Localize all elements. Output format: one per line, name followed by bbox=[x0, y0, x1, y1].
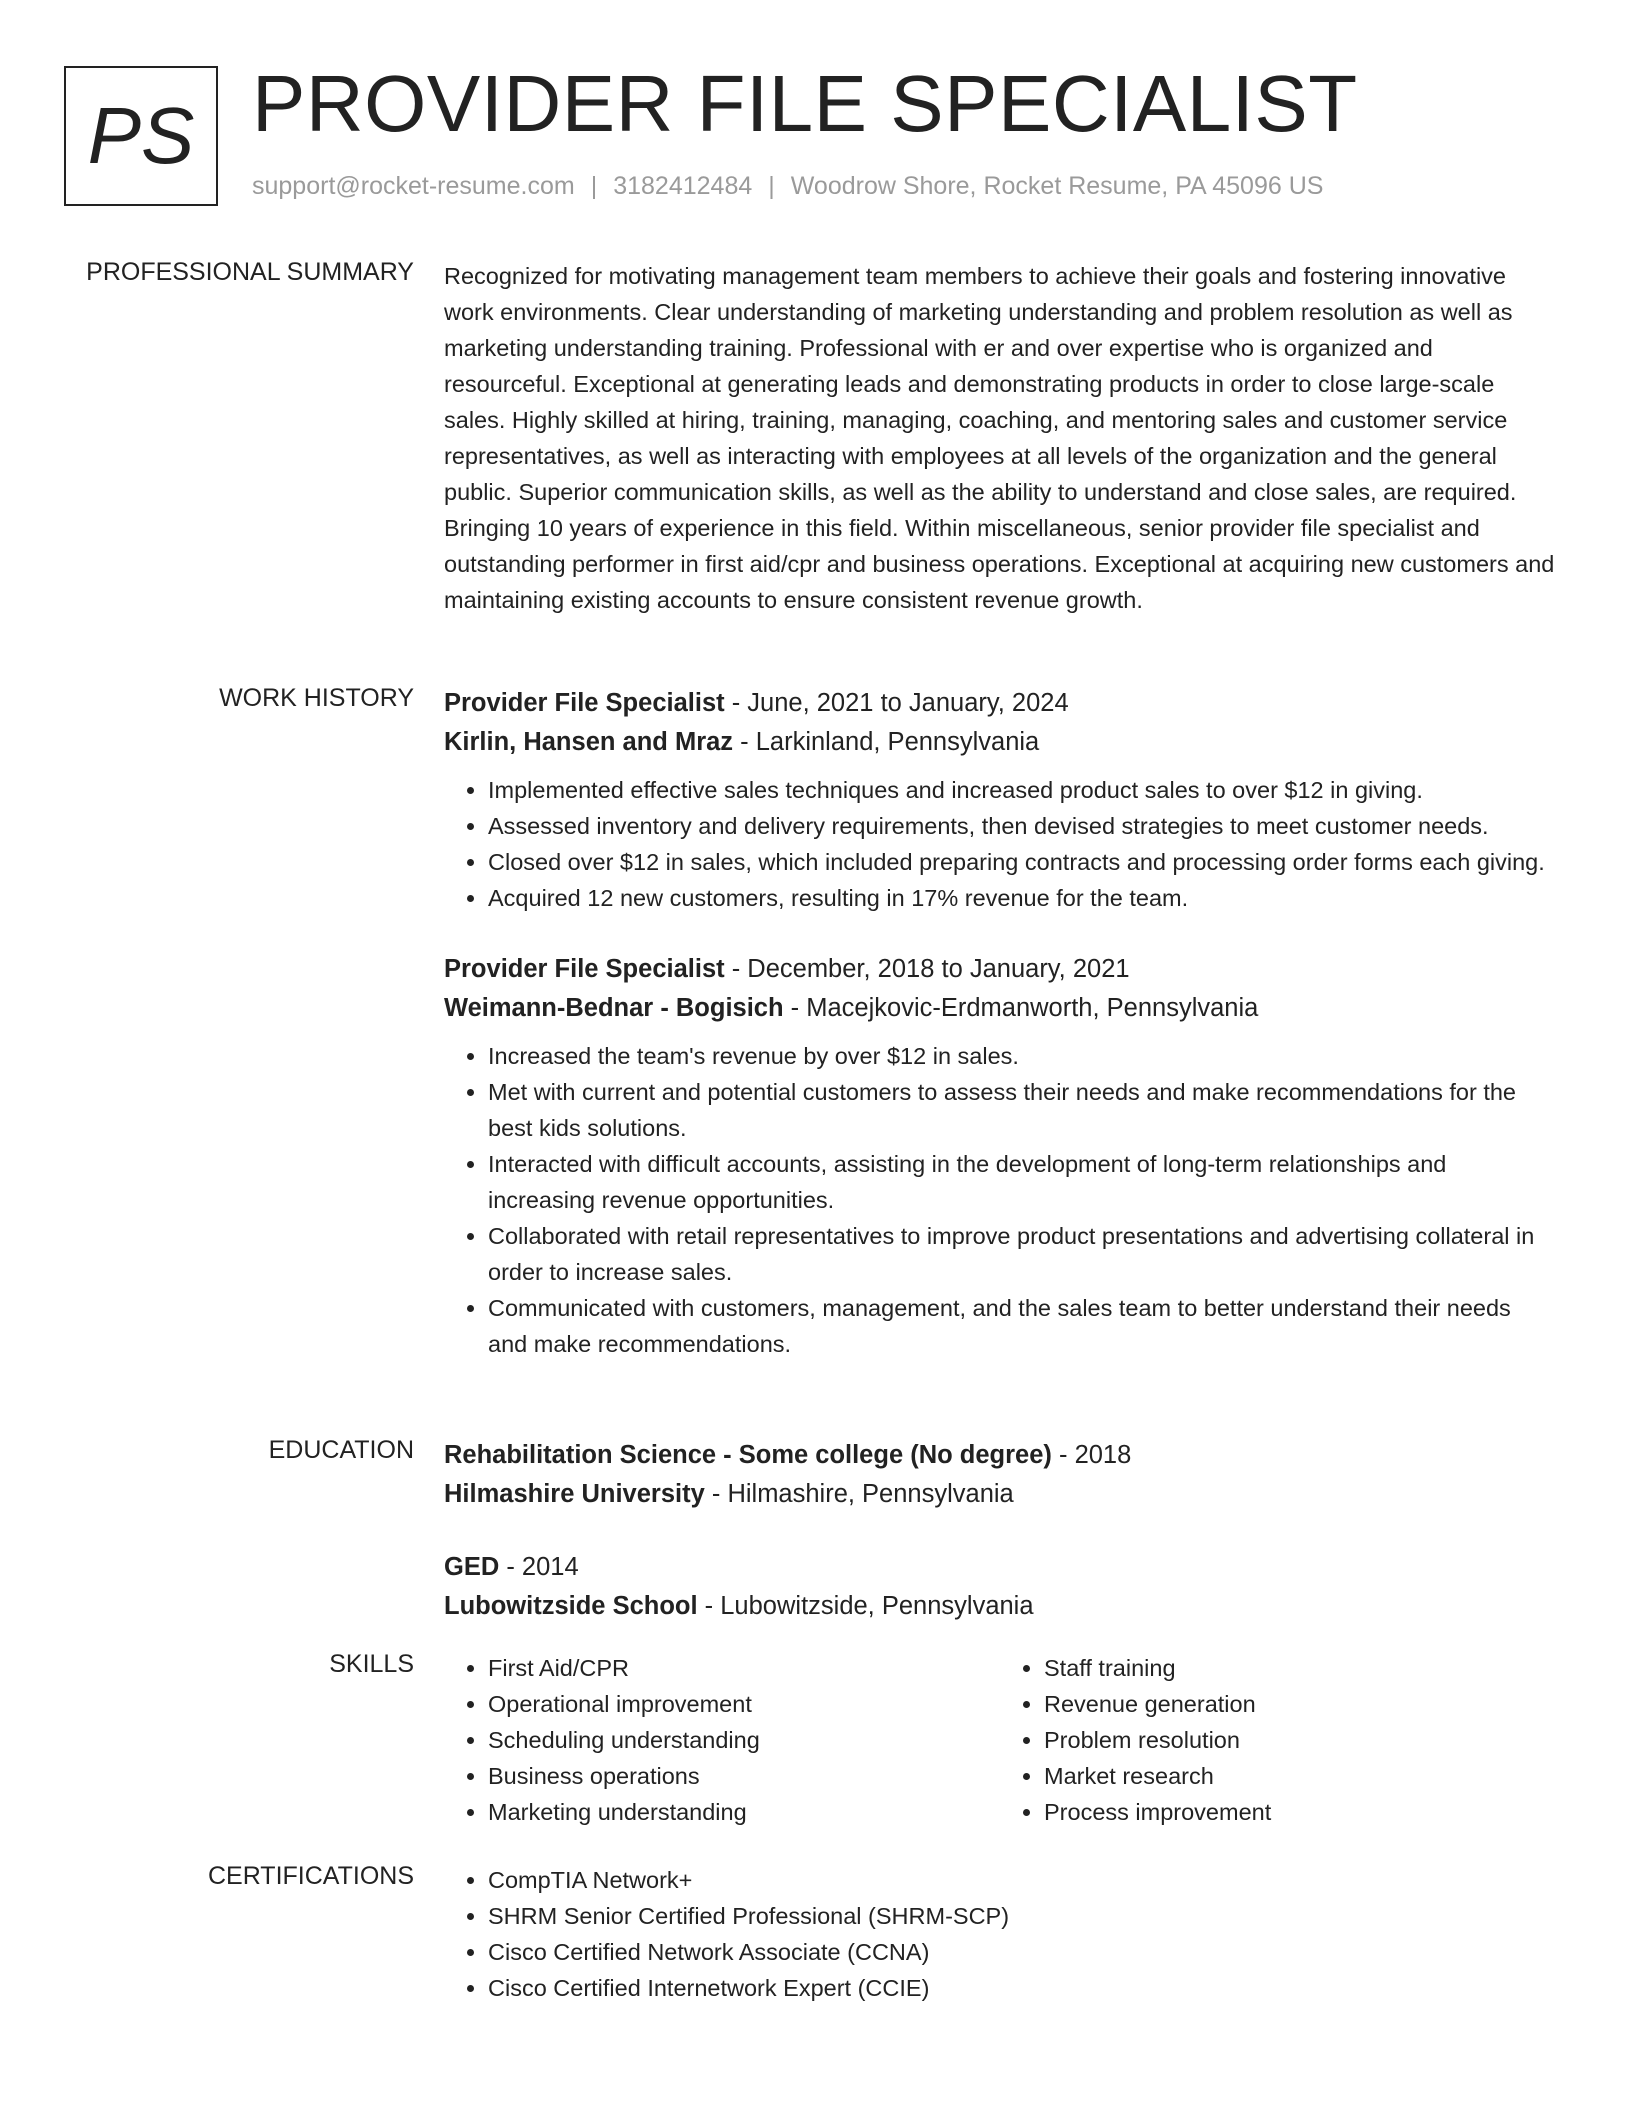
summary-text: Recognized for motivating management team members to achieve their goals and fostering innovative work environments. Clear understanding of marketing understanding and problem resolution as well as marketing understanding training. Professional with er and over expertise who is organized and resourceful. Exceptional at generating leads and demonstrating products in order to close large-scale sales. Highly skilled at hiring, training, managing, coaching, and mentoring sales and customer service representatives, as well as interacting with employees at all levels of the organization and the general public. Superior communication skills, as well as the ability to understand and close sales, are required. Bringing 10 years of experience in this field. Within miscellaneous, senior provider file specialist and outstanding performer in first aid/cpr and business operations. Exceptional at acquiring new customers and maintaining existing accounts to ensure consistent revenue growth. bbox=[444, 263, 1555, 613]
job-dates: - June, 2021 to January, 2024 bbox=[724, 689, 1069, 717]
list-item: • Increased the team's revenue by over $12 in sales. bbox=[488, 1038, 1556, 1074]
contact-phone: 3182412484 bbox=[613, 172, 753, 200]
job-bullets bbox=[444, 772, 1556, 916]
degree: GED bbox=[444, 1553, 500, 1581]
job-location: - Larkinland, Pennsylvania bbox=[733, 728, 1040, 756]
list-item: • SHRM Senior Certified Professional (SHRM-SCP) bbox=[488, 1898, 1556, 1934]
section-label: WORK HISTORY bbox=[219, 684, 414, 712]
degree: Rehabilitation Science - Some college (No degree) bbox=[444, 1441, 1052, 1469]
list-item: • Revenue generation bbox=[1044, 1686, 1556, 1722]
job-bullets bbox=[444, 1038, 1556, 1362]
job-entry bbox=[444, 950, 1556, 1362]
job-title-line bbox=[444, 950, 1556, 989]
list-item: • Market research bbox=[1044, 1758, 1556, 1794]
list-item: • Assessed inventory and delivery requirements, then devised strategies to meet customer needs. bbox=[488, 808, 1556, 844]
list-item: • Collaborated with retail representatives to improve product presentations and advertising collateral in order to increase sales. bbox=[488, 1218, 1556, 1290]
list-item: • Cisco Certified Network Associate (CCNA) bbox=[488, 1934, 1556, 1970]
section-label: CERTIFICATIONS bbox=[207, 1862, 414, 1890]
degree-year: - 2018 bbox=[1051, 1441, 1132, 1469]
list-item: • CompTIA Network+ bbox=[488, 1862, 1556, 1898]
contact-line bbox=[252, 172, 1323, 201]
job-title-line bbox=[444, 684, 1556, 723]
list-item: • Scheduling understanding bbox=[488, 1722, 1000, 1758]
school: Lubowitzside School bbox=[444, 1592, 698, 1620]
skills-list-right bbox=[1000, 1650, 1556, 1830]
school-line bbox=[444, 1475, 1556, 1514]
school-location: - Lubowitzside, Pennsylvania bbox=[697, 1592, 1034, 1620]
school-line bbox=[444, 1587, 1556, 1626]
job-company-line bbox=[444, 989, 1556, 1028]
job-location: - Macejkovic-Erdmanworth, Pennsylvania bbox=[783, 994, 1259, 1022]
certifications-content bbox=[444, 1862, 1556, 2006]
list-item: • Acquired 12 new customers, resulting in 17% revenue for the team. bbox=[488, 880, 1556, 916]
certifications-list bbox=[444, 1862, 1556, 2006]
list-item: • Process improvement bbox=[1044, 1794, 1556, 1830]
education-entry bbox=[444, 1436, 1556, 1514]
list-item: • Problem resolution bbox=[1044, 1722, 1556, 1758]
contact-address: Woodrow Shore, Rocket Resume, PA 45096 US bbox=[790, 172, 1324, 200]
initials-text: PS bbox=[87, 91, 195, 180]
job-company: Kirlin, Hansen and Mraz bbox=[444, 728, 734, 756]
list-item: • Closed over $12 in sales, which included preparing contracts and processing order forms each giving. bbox=[488, 844, 1556, 880]
initials-monogram bbox=[64, 66, 218, 206]
summary-content bbox=[444, 258, 1556, 618]
contact-email: support@rocket-resume.com bbox=[252, 172, 575, 200]
skills-list-left bbox=[444, 1650, 1000, 1830]
education-content bbox=[444, 1436, 1556, 1660]
list-item: • Implemented effective sales techniques and increased product sales to over $12 in giving. bbox=[488, 772, 1556, 808]
section-label: PROFESSIONAL SUMMARY bbox=[86, 258, 414, 286]
skills-content bbox=[444, 1650, 1556, 1830]
work-history-content bbox=[444, 684, 1556, 1396]
job-entry bbox=[444, 684, 1556, 916]
list-item: • Operational improvement bbox=[488, 1686, 1000, 1722]
list-item: • Marketing understanding bbox=[488, 1794, 1000, 1830]
contact-separator: | bbox=[590, 172, 598, 200]
list-item: • Met with current and potential customers to assess their needs and make recommendations for the best kids solutions. bbox=[488, 1074, 1556, 1146]
school-location: - Hilmashire, Pennsylvania bbox=[704, 1480, 1014, 1508]
degree-line bbox=[444, 1548, 1556, 1587]
section-label: EDUCATION bbox=[268, 1436, 414, 1464]
job-company-line bbox=[444, 723, 1556, 762]
contact-separator: | bbox=[768, 172, 775, 200]
list-item: • Staff training bbox=[1044, 1650, 1556, 1686]
job-title: Provider File Specialist bbox=[444, 955, 725, 983]
list-item: • Business operations bbox=[488, 1758, 1000, 1794]
candidate-name: PROVIDER FILE SPECIALIST bbox=[252, 59, 1358, 148]
school: Hilmashire University bbox=[444, 1480, 705, 1508]
list-item: • Cisco Certified Internetwork Expert (CCIE) bbox=[488, 1970, 1556, 2006]
job-dates: - December, 2018 to January, 2021 bbox=[724, 955, 1130, 983]
job-company: Weimann-Bednar - Bogisich bbox=[444, 994, 784, 1022]
section-label: SKILLS bbox=[329, 1650, 414, 1678]
degree-year: - 2014 bbox=[499, 1553, 579, 1581]
education-entry bbox=[444, 1548, 1556, 1626]
list-item: • Interacted with difficult accounts, assisting in the development of long-term relationships and increasing revenue opportunities. bbox=[488, 1146, 1556, 1218]
list-item: • First Aid/CPR bbox=[488, 1650, 1000, 1686]
degree-line bbox=[444, 1436, 1556, 1475]
list-item: • Communicated with customers, management, and the sales team to better understand their needs and make recommendations. bbox=[488, 1290, 1556, 1362]
job-title: Provider File Specialist bbox=[444, 689, 725, 717]
